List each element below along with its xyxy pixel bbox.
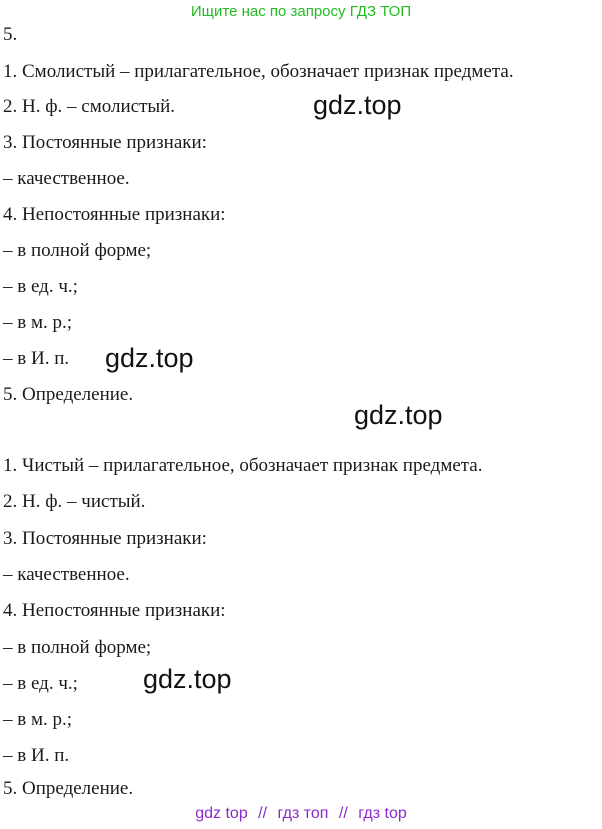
answer-line: – в И. п.: [3, 745, 70, 766]
answer-line: 5. Определение.: [3, 778, 134, 799]
answer-line: 2. Н. ф. – смолистый.: [3, 96, 176, 117]
answer-line: – в полной форме;: [3, 637, 152, 658]
watermark: gdz.top: [105, 343, 194, 373]
answer-line: – в И. п.: [3, 348, 70, 369]
footer-part: гдз top: [358, 805, 407, 822]
answer-line: – качественное.: [3, 168, 130, 189]
footer-watermark: [0, 803, 602, 825]
answer-line: 1. Чистый – прилагательное, обозначает признак предмета.: [3, 455, 483, 476]
watermark: gdz.top: [313, 90, 402, 120]
answer-line: 4. Непостоянные признаки:: [3, 204, 226, 225]
footer-separator: //: [258, 805, 268, 822]
footer-separator: //: [338, 805, 348, 822]
watermark: gdz.top: [143, 664, 232, 694]
answer-line: 3. Постоянные признаки:: [3, 528, 207, 549]
answer-line: – в м. р.;: [3, 709, 73, 730]
footer-part: гдз топ: [277, 805, 329, 822]
answer-line: – в ед. ч.;: [3, 673, 78, 694]
answer-line: 3. Постоянные признаки:: [3, 132, 207, 153]
footer-part: gdz top: [195, 805, 248, 822]
answer-line: – качественное.: [3, 564, 130, 585]
top-banner: Ищите нас по запросу ГДЗ ТОП: [190, 3, 412, 20]
answer-line: 5. Определение.: [3, 384, 134, 405]
answer-line: – в ед. ч.;: [3, 276, 78, 297]
answer-line: – в полной форме;: [3, 240, 152, 261]
answer-line: 2. Н. ф. – чистый.: [3, 491, 146, 512]
answer-line: 1. Смолистый – прилагательное, обозначает признак предмета.: [3, 61, 514, 82]
watermark: gdz.top: [354, 400, 443, 430]
answer-line: 4. Непостоянные признаки:: [3, 600, 226, 621]
task-number: 5.: [3, 24, 18, 45]
answer-line: – в м. р.;: [3, 312, 73, 333]
